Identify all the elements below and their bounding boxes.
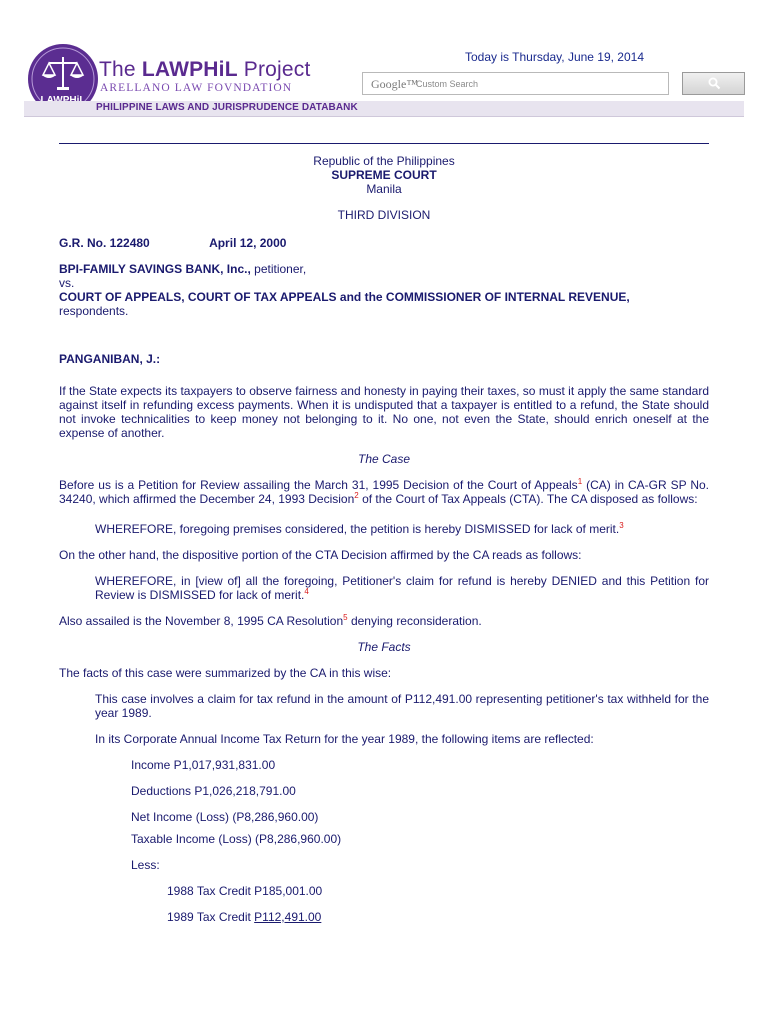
paragraph-resolution	[59, 614, 709, 628]
income-line: Income P1,017,931,831.00	[131, 758, 276, 772]
para2-part-c: of the Court of Tax Appeals (CTA). The CA disposed as follows:	[358, 492, 698, 506]
databank-bar	[24, 101, 744, 117]
ponente: PANGANIBAN, J.:	[59, 352, 161, 366]
footnote-2-link[interactable]: 2	[354, 491, 359, 500]
division: THIRD DIVISION	[337, 208, 431, 222]
search-button[interactable]	[682, 72, 745, 95]
respondents-role: respondents.	[59, 304, 129, 318]
court-name: SUPREME COURT	[331, 168, 437, 182]
google-logo: Google™	[371, 77, 419, 91]
para2-part-a: Before us is a Petition for Review assailing the March 31, 1995 Decision of the Court of Appeals	[59, 478, 578, 492]
petitioner-line	[59, 262, 709, 276]
petitioner-role: petitioner,	[254, 262, 307, 276]
para2-part-b: (CA) in CA-GR SP No. 34240, which affirmed the December 24, 1993 Decision	[59, 478, 710, 506]
quote-return-items: In its Corporate Annual Income Tax Return for the year 1989, the following items are reflected:	[95, 732, 594, 746]
quote-claim: This case involves a claim for tax refund in the amount of P112,491.00 representing petitioner's tax withheld for the year 1989.	[95, 692, 709, 720]
paragraph-facts: The facts of this case were summarized by the CA in this wise:	[59, 666, 392, 680]
deductions-line: Deductions P1,026,218,791.00	[131, 784, 296, 798]
search-icon	[708, 77, 721, 90]
tax-credit-1989	[167, 910, 709, 924]
quote1-text: WHEREFORE, foregoing premises considered, the petition is hereby DISMISSED for lack of merit.	[95, 522, 620, 536]
case-number-line	[59, 236, 709, 250]
heading-the-case: The Case	[357, 452, 411, 466]
tax-credit-1989-value: P112,491.00	[254, 910, 322, 924]
tax-credit-1989-label: 1989 Tax Credit	[167, 910, 255, 924]
para4-part-a: Also assailed is the November 8, 1995 CA Resolution	[59, 614, 344, 628]
paragraph-intro: If the State expects its taxpayers to observe fairness and honesty in paying their taxes, so must it apply the same standard against itself in refunding excess payments. When it is undisputed that a taxpayer is entitled to a refund, the State should not invoke technicalities to keep money not belonging to it. No one, not even the State, should enrich oneself at the expense of another.	[59, 384, 709, 440]
republic-line: Republic of the Philippines	[313, 154, 455, 168]
databank-label: PHILIPPINE LAWS AND JURISPRUDENCE DATABANK	[96, 102, 358, 113]
gr-number: G.R. No. 122480	[59, 236, 150, 250]
quote-cta-dispositive	[95, 574, 709, 602]
court-city: Manila	[366, 182, 402, 196]
parties	[59, 262, 709, 318]
site-header	[0, 0, 768, 124]
search-input[interactable]	[362, 72, 669, 95]
heading-the-facts: The Facts	[357, 640, 411, 654]
quote-ca-dispositive	[95, 522, 709, 536]
petitioner-name: BPI-FAMILY SAVINGS BANK, Inc.,	[59, 262, 251, 276]
brand-subtitle: ARELLANO LAW FOVNDATION	[100, 82, 293, 94]
less-label: Less:	[131, 858, 160, 872]
footnote-4-link[interactable]: 4	[304, 587, 309, 596]
footnote-1-link[interactable]: 1	[577, 477, 583, 486]
quote2-text: WHEREFORE, in [view of] all the foregoing, Petitioner's claim for refund is hereby DENIED and this Petition for Review is DISMISSED for lack of merit.	[95, 574, 709, 602]
brand-title[interactable]	[99, 58, 311, 82]
net-income-line: Net Income (Loss) (P8,286,960.00)	[131, 810, 319, 824]
respondents-name: COURT OF APPEALS, COURT OF TAX APPEALS and the COMMISSIONER OF INTERNAL REVENUE,	[59, 290, 630, 304]
taxable-income-line: Taxable Income (Loss) (P8,286,960.00)	[131, 832, 342, 846]
versus: vs.	[59, 276, 75, 290]
brand-prefix: The	[99, 58, 142, 81]
paragraph-case	[59, 478, 709, 506]
tax-credit-1988: 1988 Tax Credit P185,001.00	[167, 884, 323, 898]
brand-name: LAWPHiL	[141, 58, 238, 81]
decision-document	[59, 154, 709, 924]
header-divider	[59, 143, 709, 144]
para4-part-b: denying reconsideration.	[347, 614, 482, 628]
today-date: Today is Thursday, June 19, 2014	[465, 50, 645, 64]
search-placeholder: Custom Search	[416, 79, 479, 89]
footnote-5-link[interactable]: 5	[343, 613, 348, 622]
footnote-3-link[interactable]: 3	[619, 521, 624, 530]
brand-suffix: Project	[237, 58, 311, 81]
decision-date: April 12, 2000	[209, 236, 287, 250]
paragraph-cta: On the other hand, the dispositive portion of the CTA Decision affirmed by the CA reads as follows:	[59, 548, 582, 562]
